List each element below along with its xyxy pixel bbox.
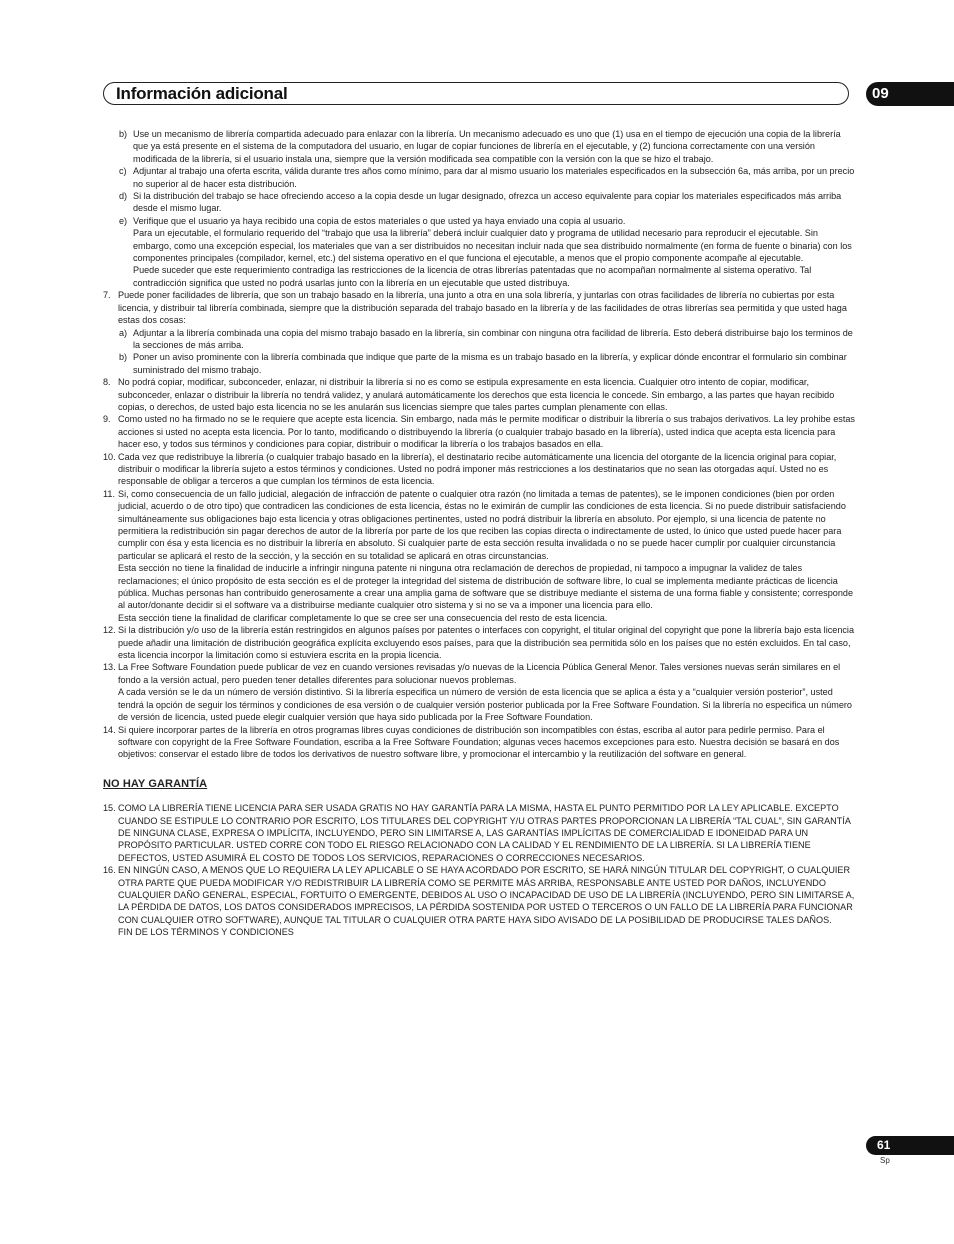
- item-text: [118, 289, 858, 326]
- item-number: b): [119, 129, 128, 139]
- item-text: [118, 488, 858, 624]
- license-item: [103, 215, 858, 289]
- item-number: 13.: [103, 662, 116, 673]
- license-item: [103, 413, 858, 450]
- license-item: [103, 289, 858, 326]
- page-number-tab: [866, 1136, 954, 1155]
- item-paragraph: Si quiere incorporar partes de la librería en otros programas libres cuyas condiciones de distribución son incompatibles con éstas, escriba al autor para pedirle permiso. Para el software con copyright de la Free Software Foundation, escriba a la Free Software Foundation; algunas veces hacemos excepciones para esto. Nuestra decisión se basará en dos objetivos: conservar el estado libre de todos los derivativos de nuestro software libre, y promocionar el intercambio y la reutilización del software en general.: [118, 724, 840, 760]
- item-number: 10.: [103, 451, 116, 462]
- license-item: [103, 327, 858, 352]
- warranty-items: [103, 802, 858, 938]
- item-paragraph: Adjuntar al trabajo una oferta escrita, válida durante tres años como mínimo, para dar al mismo usuario los materiales especificados en la subsección 6a, más arriba, por un precio no superior al de hacer esta distribución.: [133, 166, 855, 189]
- item-number: 8.: [103, 377, 111, 388]
- item-paragraph: Puede suceder que este requerimiento contradiga las restricciones de la licencia de otras librerías patentadas que no acompañan normalmente al sistema operativo. Tal contradicción significa que usted no podrá usarlas junto con la librería en un ejecutable que usted distribuya.: [133, 265, 812, 288]
- item-paragraph: No podrá copiar, modificar, subconceder, enlazar, ni distribuir la librería si no es como se estipula expresamente en esta licencia. Cualquier otro intento de copiar, modificar, subconceder, enlazar o distribuir la librería no tendrá validez, y anulará automáticamente los derechos que esta licencia le concede. Sin embargo, a las partes que hayan recibido copias, o derechos, de usted bajo esta licencia no se les anularán sus licencias siempre que tales partes cumplan plenamente con ellas.: [118, 377, 835, 412]
- item-paragraph: A cada versión se le da un número de versión distintivo. Si la librería especifica un número de versión de esta licencia que se aplica a ésta y a “cualquier versión posterior”, usted tendrá la opción de seguir los términos y condiciones de esa versión o de cualquier versión posterior publicada por la Free Software Foundation. Si la librería no especifica un número de versión de licencia, usted puede elegir cualquier versión que haya sido publicada por la Free Software Foundation.: [118, 687, 852, 723]
- item-text: [118, 413, 858, 450]
- item-number: b): [119, 352, 128, 363]
- item-text: [118, 724, 858, 761]
- license-item: [103, 376, 858, 413]
- item-text: [118, 451, 858, 488]
- item-text: [118, 624, 858, 661]
- language-code: Sp: [880, 1156, 890, 1165]
- chapter-tab: [866, 82, 954, 106]
- item-text: [118, 802, 858, 864]
- item-text: [133, 190, 858, 215]
- item-number: a): [119, 327, 128, 338]
- item-number: c): [119, 166, 127, 177]
- license-item: [103, 351, 858, 376]
- item-paragraph: EN NINGÚN CASO, A MENOS QUE LO REQUIERA LA LEY APLICABLE O SE HAYA ACORDADO POR ESCRITO, SE HARÁ NINGÚN TITULAR DEL COPYRIGHT, O CUALQUIER OTRA PARTE QUE PUEDA MODIFICAR Y/O REDISTRIBUIR LA LIBRERÍA COMO SE PERMITE MÁS ARRIBA, RESPONSABLE ANTE USTED POR DAÑOS, INCLUYENDO CUALQUIER DAÑO GENERAL, ESPECIAL, FORTUITO O EMERGENTE, DEBIDOS AL USO O INCAPACIDAD DE USO DE LA LIBRERÍA (INCLUYENDO, PERO SIN LIMITARSE A, LA PÉRDIDA DE DATOS, LOS DATOS CONSIDERADOS IMPRECISOS, LA PÉRDIDA SOSTENIDA POR USTED O TERCEROS O UN FALLO DE LA LIBRERÍA PARA FUNCIONAR CON CUALQUIER OTRO SOFTWARE), AUNQUE TAL TITULAR O CUALQUIER OTRA PARTE HAYA SIDO AVISADO DE LA POSIBILIDAD DE PRODUCIRSE TALES DAÑOS.: [118, 865, 855, 925]
- item-paragraph: COMO LA LIBRERÍA TIENE LICENCIA PARA SER USADA GRATIS NO HAY GARANTÍA PARA LA MISMA, HASTA EL PUNTO PERMITIDO POR LA LEY APLICABLE. EXCEPTO CUANDO SE ESTIPULE LO CONTRARIO POR ESCRITO, LOS TITULARES DEL COPYRIGHT Y/U OTRAS PARTES PROPORCIONAN LA LIBRERÍA “TAL CUAL”, SIN GARANTÍA DE NINGUNA CLASE, EXPRESA O IMPLÍCITA, INCLUYENDO, PERO SIN LIMITARSE A, LAS GARANTÍAS IMPLÍCITAS DE COMERCIALIDAD E IDONEIDAD PARA UN PROPÓSITO PARTICULAR. USTED CORRE CON TODO EL RIESGO RELACIONADO CON LA CALIDAD Y EL RENDIMIENTO DE LA LIBRERÍA. SI LA LIBRERÍA TIENE DEFECTOS, USTED ASUMIRÁ EL COSTO DE TODOS LOS SERVICIOS, REPARACIONES O CORRECCIONES NECESARIOS.: [118, 803, 851, 863]
- license-item: [103, 724, 858, 761]
- license-item: [103, 451, 858, 488]
- item-paragraph: Si la distribución y/o uso de la librería están restringidos en algunos países por patentes o interfaces con copyright, el titular original del copyright que pone la librería bajo esta licencia puede añadir una limitación de distribución geográfica explícita excluyendo esos países, para que la distribución sea permitida sólo en los países que no estén excluidos. En tal caso, esta licencia incorpor la limitación como si estuviera escrita en la propia licencia.: [118, 625, 855, 661]
- item-number: d): [119, 191, 128, 202]
- item-paragraph: Si, como consecuencia de un fallo judicial, alegación de infracción de patente o cualquier otra razón (no limitada a temas de patentes), se le imponen condiciones (bien por orden judicial, acuerdo o de otro tipo) que contradicen las condiciones de esta licencia, éstas no le eximirán de cumplir las condiciones de esta licencia. Si no puede distribuir satisfaciendo simultáneamente sus obligaciones bajo esta licencia y otras obligaciones pertinentes, usted no podrá distribuir la librería en absoluto. Por ejemplo, si una licencia de patente no permitiera la redistribución sin pagar derechos de autor de la librería por parte de los que reciben las copias directa o indirectamente de usted, lo único que usted puede hacer para cumplir con ésa y esta licencia es no distribuir la librería en absoluto. Si cualquier parte de esta sección resulta invalidada o no se puede hacer cumplir por cualquier circunstancia particular se aplicará el resto de la sección, y la sección en su totalidad se aplicará en otras circunstancias.: [118, 488, 846, 561]
- license-item: [103, 128, 858, 165]
- item-text: [133, 215, 858, 289]
- item-number: 14.: [103, 724, 116, 735]
- item-text: [118, 661, 858, 723]
- item-text: [133, 351, 858, 376]
- license-item: [103, 165, 858, 190]
- item-number: e): [119, 215, 128, 226]
- item-paragraph: Como usted no ha firmado no se le requiere que acepte esta licencia. Sin embargo, nada más le permite modificar o distribuir la librería o sus trabajos derivativos. La ley prohibe estas acciones si usted no acepta esta licencia. Por lo tanto, modificando o distribuyendo la librería (o cualquier trabajo basado en la librería), usted indica que acepta esta licencia para hacer eso, y todos sus términos y condiciones para copiar, distribuir o modificar la librería o los trabajos basados en ella.: [118, 414, 855, 450]
- item-number: 12.: [103, 625, 116, 636]
- item-text: [118, 864, 858, 938]
- item-number: 9.: [103, 414, 111, 425]
- item-paragraph: Cada vez que redistribuye la librería (o cualquier trabajo basado en la librería), el destinatario recibe automáticamente una licencia del otorgante de la licencia original para copiar, distribuir o modificar la librería sujeto a estos términos y condiciones. Usted no podrá imponer más restricciones a los destinatarios que no sean las otorgadas aquí. Usted no es responsable de obligar a terceros a que cumplan los términos de esta licencia.: [118, 451, 837, 487]
- license-items: [103, 128, 858, 761]
- item-text: [118, 376, 858, 413]
- item-paragraph: Puede poner facilidades de librería, que son un trabajo basado en la librería, una junto a otra en una sola librería, y juntarlas con otras facilidades de librería no cubiertas por esta licencia, y distribuir tal librería combinada, siempre que la distribución separada del trabajo basado en la librería y de las facilidades de otras librerías sea permitida y que usted haga estas dos cosas:: [118, 290, 847, 326]
- license-text: [103, 128, 858, 939]
- item-paragraph: FIN DE LOS TÉRMINOS Y CONDICIONES: [118, 927, 294, 938]
- item-paragraph: Use un mecanismo de librería compartida adecuado para enlazar con la librería. Un mecanismo adecuado es uno que (1) usa en el tiempo de ejecución una copia de la librería que ya está presente en el sistema de la computadora del usuario, en lugar de copiar funciones de librería en el ejecutable, y (2) funciona correctamente con una versión modificada de la librería, si el usuario instala una, siempre que la versión modificada sea compatible con la versión con la que se hizo el trabajo.: [133, 129, 841, 164]
- item-paragraph: Para un ejecutable, el formulario requerido del “trabajo que usa la librería” deberá incluir cualquier dato y programa de utilidad necesario para reproducir el ejecutable. Sin embargo, como una excepción especial, los materiales que van a ser distribuidos no necesitan incluir nada que sea distribuido normalmente (en forma de fuente o binaria) con los componentes principales (compilador, kernel, etc.) del sistema operativo en el que funciona el ejecutable, a menos que el propio componente acompañe al ejecutable.: [133, 228, 852, 264]
- item-number: 7.: [103, 290, 111, 301]
- item-text: [133, 128, 858, 165]
- item-number: 16.: [103, 865, 116, 876]
- license-item: [103, 190, 858, 215]
- license-item: [103, 661, 858, 723]
- item-paragraph: Si la distribución del trabajo se hace ofreciendo acceso a la copia desde un lugar designado, ofrezca un acceso equivalente para copiar los materiales especificados más arriba desde el mismo lugar.: [133, 191, 842, 214]
- license-item: [103, 802, 858, 864]
- license-item: [103, 864, 858, 938]
- item-paragraph: La Free Software Foundation puede publicar de vez en cuando versiones revisadas y/o nuevas de la Licencia Pública General Menor. Tales versiones nuevas serán similares en el fondo a la versión actual, pero pueden tener detalles diferentes para solucionar nuevos problemas.: [118, 662, 841, 685]
- page-title: Información adicional: [116, 84, 288, 103]
- header-bar: [103, 82, 849, 105]
- item-paragraph: Poner un aviso prominente con la librería combinada que indique que parte de la misma es un trabajo basado en la librería, y explicar dónde encontrar el formulario sin combinar suministrado del mismo trabajo.: [133, 352, 847, 375]
- item-number: 15.: [103, 803, 116, 814]
- item-number: 11.: [103, 488, 115, 499]
- item-text: [133, 165, 858, 190]
- warranty-heading: NO HAY GARANTÍA: [103, 777, 208, 790]
- page-number: 61: [877, 1138, 891, 1152]
- item-paragraph: Adjuntar a la librería combinada una copia del mismo trabajo basado en la librería, sin combinar con ninguna otra facilidad de librería. Esto deberá distribuirse bajo los terminos de la secciones de más arriba.: [133, 327, 853, 350]
- item-paragraph: Esta sección no tiene la finalidad de inducirle a infringir ninguna patente ni ninguna otra reclamación de derechos de propiedad, ni tampoco a impugnar la validez de tales reclamaciones; el único propósito de esta sección es el de proteger la integridad del sistema de distribución de software libre, lo cual se implementa mediante prácticas de licencia pública. Muchas personas han contribuido generosamente a crear una amplia gama de software que se distribuye mediante el sistema de una forma fiable y consistente; corresponde al autor/donante decidir si el software va a distribuirse mediante cualquier otro sistema y si no se va a imponer una licencia para ello.: [118, 563, 853, 611]
- item-paragraph: Esta sección tiene la finalidad de clarificar completamente lo que se cree ser una consecuencia del resto de esta licencia.: [118, 612, 608, 623]
- item-paragraph: Verifique que el usuario ya haya recibido una copia de estos materiales o que usted ya haya enviado una copia al usuario.: [133, 215, 626, 226]
- license-item: [103, 624, 858, 661]
- license-item: [103, 488, 858, 624]
- item-text: [133, 327, 858, 352]
- chapter-number: 09: [872, 85, 889, 102]
